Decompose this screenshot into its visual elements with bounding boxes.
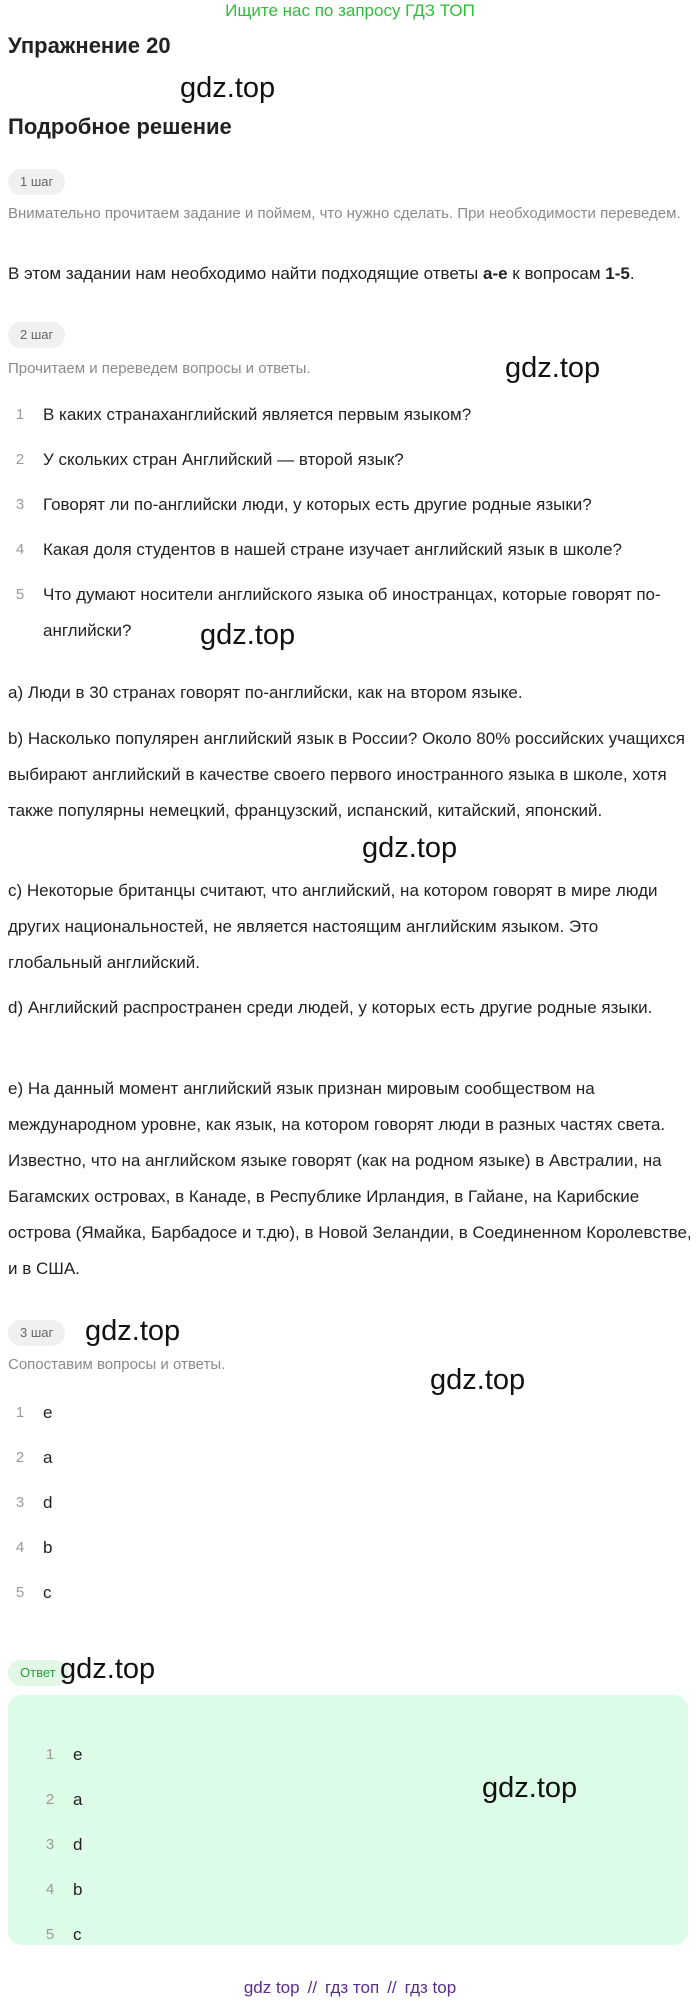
list-item [0, 1435, 700, 1480]
item-text: e [43, 1403, 53, 1422]
item-text: b [43, 1538, 53, 1557]
item-number: 1 [15, 1404, 25, 1421]
page-title: Упражнение 20 [8, 33, 171, 58]
solution-heading: Подробное решение [8, 114, 232, 139]
item-text: a [43, 1448, 53, 1467]
item-number: 5 [45, 1926, 55, 1943]
item-number: 3 [15, 496, 25, 513]
item-text: a [73, 1790, 83, 1809]
watermark: gdz.top [482, 1772, 578, 1804]
item-number: 3 [45, 1836, 55, 1853]
item-text: Какая доля студентов в нашей стране изучает английский язык в школе? [43, 540, 622, 559]
answer-a-text: a) Люди в 30 странах говорят по-английски, как на втором языке. [8, 683, 523, 702]
item-number: 1 [45, 1746, 55, 1763]
list-item [30, 1867, 670, 1912]
watermark: gdz.top [362, 832, 458, 864]
item-number: 1 [15, 406, 25, 423]
list-item [0, 1570, 700, 1615]
footer-link-gdz-top-mixed[interactable]: гдз top [404, 1978, 457, 1997]
watermark: gdz.top [85, 1315, 181, 1347]
list-item [0, 1480, 700, 1525]
item-text: У скольких стран Английский — второй язык? [43, 450, 404, 469]
footer-link-gdz-top-ru[interactable]: гдз топ [325, 1978, 380, 1997]
item-number: 4 [15, 541, 25, 558]
list-item [0, 1390, 700, 1435]
item-text: d [43, 1493, 53, 1512]
watermark: gdz.top [505, 352, 601, 384]
list-item [30, 1912, 670, 1957]
footer-links [0, 1978, 700, 1998]
item-text: c [73, 1925, 82, 1944]
questions-list [0, 397, 700, 658]
answer-c-text: c) Некоторые британцы считают, что английский, на котором говорят в мире люди других национальностей, не является настоящим английским языком. Это глобальный английский. [8, 881, 658, 972]
list-item [30, 1822, 670, 1867]
item-number: 5 [15, 586, 25, 603]
item-text: В каких странаханглийский является первым языком? [43, 405, 472, 424]
item-number: 2 [45, 1791, 55, 1808]
list-item [0, 397, 700, 433]
step-1-badge: 1 шаг [8, 169, 65, 195]
watermark: gdz.top [430, 1364, 526, 1396]
footer-link-gdz-top[interactable]: gdz top [243, 1978, 300, 1997]
step-2-badge: 2 шаг [8, 322, 65, 348]
item-text: e [73, 1745, 83, 1764]
list-item [0, 1525, 700, 1570]
answer-e-text: e) На данный момент английский язык признан мировым сообществом на международном уровне, как язык, на котором говорят люди в разных частях света. Известно, что на английском языке говорят (как на родном языке) в Австралии, на Багамских островах, в Канаде, в Республике Ирландия, в Гайане, на Карибские острова (Ямайка, Барбадосе и т.дю), в Новой Зеландии, в Соединенном Королевстве, и в США. [8, 1079, 692, 1278]
item-text: Говорят ли по-английски люди, у которых есть другие родные языки? [43, 495, 592, 514]
watermark: gdz.top [180, 72, 276, 104]
step-3-badge: 3 шаг [8, 1320, 65, 1346]
footer-separator: // [387, 1978, 397, 1997]
step-2-note: Прочитаем и переведем вопросы и ответы. [8, 360, 311, 377]
watermark: gdz.top [60, 1653, 156, 1685]
answer-list [30, 1732, 670, 1957]
step-3-note: Сопоставим вопросы и ответы. [8, 1356, 226, 1373]
list-item [0, 442, 700, 478]
item-number: 2 [15, 451, 25, 468]
list-item [30, 1732, 670, 1777]
watermark: gdz.top [200, 619, 296, 651]
answer-b-text: b) Насколько популярен английский язык в России? Около 80% российских учащихся выбирают английский в качестве своего первого иностранного языка в школе, хотя также популярны немецкий, французский, испанский, китайский, японский. [8, 729, 685, 820]
item-text: c [43, 1583, 52, 1602]
item-text: Что думают носители английского языка об иностранцах, которые говорят по-английски? [43, 585, 661, 640]
item-number: 2 [15, 1449, 25, 1466]
answer-d-text: d) Английский распространен среди людей, у которых есть другие родные языки. [8, 998, 653, 1017]
matches-list [0, 1390, 700, 1615]
step-1-note: Внимательно прочитаем задание и поймем, что нужно сделать. При необходимости переведем. [8, 205, 681, 222]
footer-separator: // [307, 1978, 318, 1997]
list-item [0, 487, 700, 523]
step-1-text: В этом задании нам необходимо найти подходящие ответы a-e к вопросам 1-5. [8, 264, 635, 283]
list-item [0, 577, 700, 649]
item-number: 5 [15, 1584, 25, 1601]
item-number: 3 [15, 1494, 25, 1511]
item-text: d [73, 1835, 83, 1854]
list-item [0, 532, 700, 568]
item-text: b [73, 1880, 83, 1899]
search-banner: Ищите нас по запросу ГДЗ ТОП [225, 1, 475, 20]
item-number: 4 [45, 1881, 55, 1898]
item-number: 4 [15, 1539, 25, 1556]
answer-badge: Ответ [8, 1660, 68, 1686]
